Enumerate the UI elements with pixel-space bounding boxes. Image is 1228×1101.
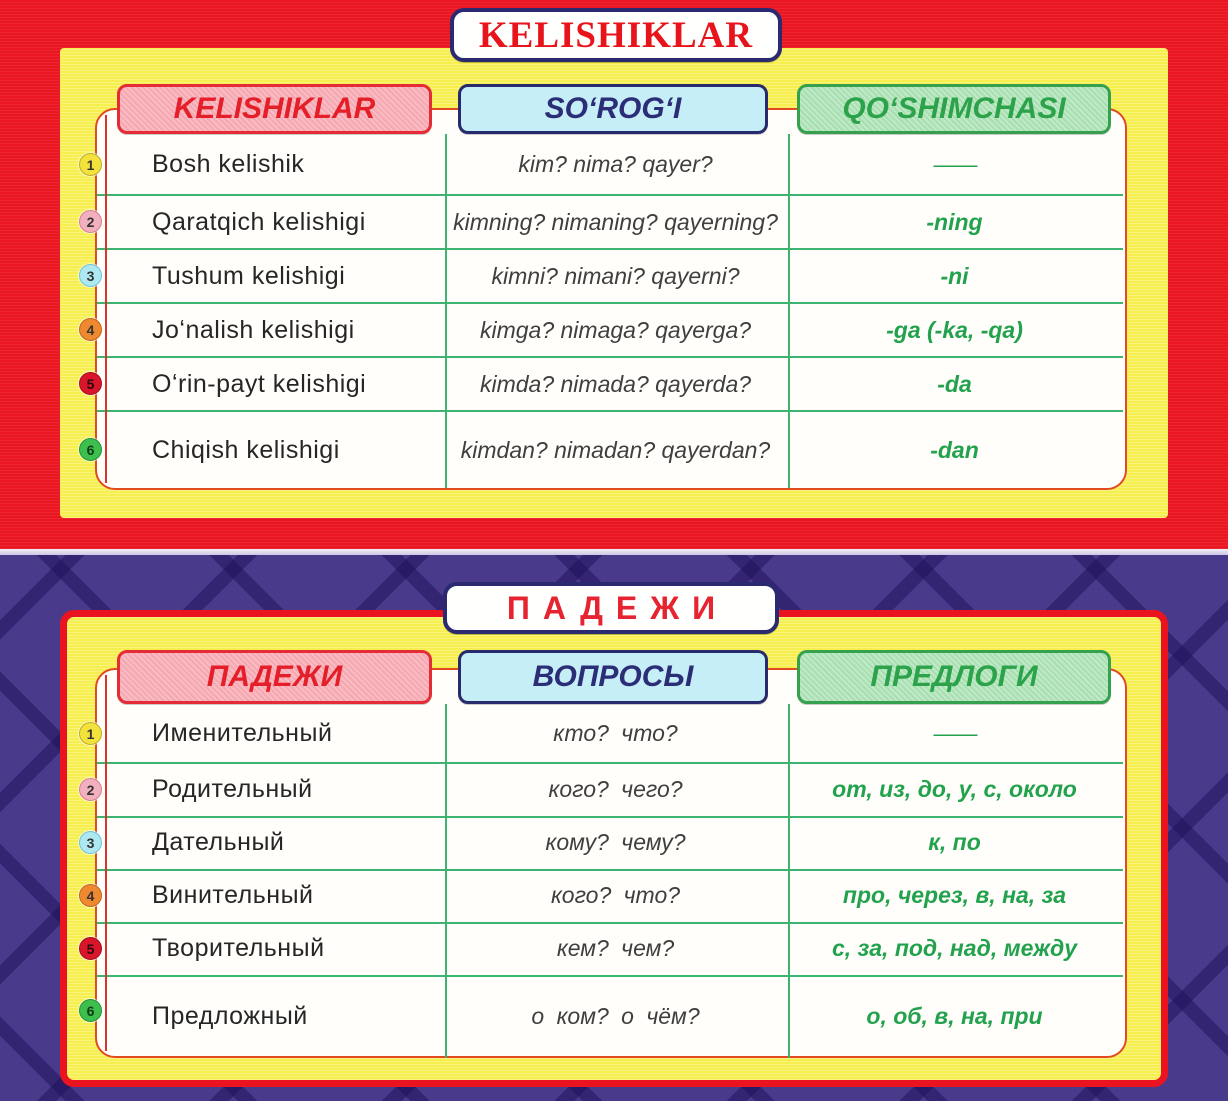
case-question: kimdan? nimadan? qayerdan? (460, 436, 771, 463)
table-row (97, 134, 1123, 194)
table-row (97, 250, 1123, 302)
case-suffix: -ga (-ka, -qa) (886, 316, 1023, 343)
row-number-badge: 1 (79, 722, 102, 745)
case-name: Именительный (152, 718, 333, 747)
row-number-badge: 5 (79, 372, 102, 395)
russian-sheet-edge-line (105, 675, 107, 1051)
case-suffix: -ning (926, 208, 983, 235)
case-name: Oʻrin-payt kelishigi (152, 369, 367, 398)
row-number-badge: 6 (79, 438, 102, 461)
uzbek-card-title-box (450, 8, 782, 62)
case-name: Qaratqich kelishigi (152, 207, 366, 236)
uzbek-card-title: KELISHIKLAR (478, 14, 754, 56)
case-name: Творительный (152, 934, 325, 962)
case-question: кого? чего? (548, 775, 683, 802)
case-prepositions: к, по (928, 829, 981, 855)
case-name: Bosh kelishik (152, 149, 305, 178)
row-number-badge: 3 (79, 831, 102, 854)
case-question: kimni? nimani? qayerni? (491, 262, 740, 289)
case-prepositions: о, об, в, на, при (866, 1003, 1043, 1029)
case-name: Joʻnalish kelishigi (152, 315, 355, 344)
case-question: о ком? о чём? (531, 1003, 700, 1029)
row-number-badge: 2 (79, 210, 102, 233)
uzbek-sheet-edge-line (105, 115, 107, 483)
russian-card-title-box (443, 582, 779, 634)
case-question: кем? чем? (556, 935, 675, 961)
table-row (97, 196, 1123, 248)
table-row (97, 922, 1123, 975)
case-question: kim? nima? qayer? (518, 150, 713, 177)
row-number-badge: 4 (79, 884, 102, 907)
row-number-badge: 2 (79, 778, 102, 801)
case-name: Родительный (152, 774, 313, 803)
russian-card-title: ПАДЕЖИ (506, 589, 729, 626)
column-header-prepositions: ПРЕДЛОГИ (797, 650, 1111, 704)
column-header-cases: ПАДЕЖИ (117, 650, 432, 704)
case-suffix: —— (933, 150, 976, 177)
case-question: kimga? nimaga? qayerga? (479, 316, 752, 343)
case-name: Дательный (152, 828, 285, 856)
row-number-badge: 3 (79, 264, 102, 287)
case-prepositions: про, через, в, на, за (842, 882, 1067, 908)
table-row (97, 412, 1123, 488)
case-name: Chiqish kelishigi (152, 435, 340, 464)
case-prepositions: от, из, до, у, с, около (832, 775, 1077, 802)
case-name: Tushum kelishigi (152, 261, 346, 290)
table-row (97, 304, 1123, 356)
table-row (97, 816, 1123, 869)
column-header-questions: ВОПРОСЫ (458, 650, 768, 704)
card-separator (0, 549, 1228, 555)
case-question: kimda? nimada? qayerda? (479, 370, 752, 397)
case-suffix: -da (937, 370, 972, 397)
row-number-badge: 6 (79, 999, 102, 1022)
row-number-badge: 4 (79, 318, 102, 341)
column-header-questions: SOʻROGʻI (458, 84, 768, 134)
case-prepositions: с, за, под, над, между (831, 935, 1078, 961)
case-question: кого? что? (550, 882, 681, 908)
case-question: кому? чему? (545, 829, 686, 855)
case-prepositions: —— (933, 719, 976, 746)
column-header-suffixes: QOʻSHIMCHASI (797, 84, 1111, 134)
table-row (97, 975, 1123, 1058)
table-row (97, 869, 1123, 922)
case-name: Винительный (152, 881, 314, 909)
table-row (97, 358, 1123, 410)
table-row (97, 704, 1123, 762)
row-number-badge: 5 (79, 937, 102, 960)
case-suffix: -dan (930, 436, 979, 463)
case-name: Предложный (152, 1002, 308, 1030)
case-suffix: -ni (940, 262, 969, 289)
table-row (97, 762, 1123, 816)
row-number-badge: 1 (79, 153, 102, 176)
case-question: kimning? nimaning? qayerning? (453, 208, 778, 235)
column-header-cases: KELISHIKLAR (117, 84, 432, 134)
case-question: кто? что? (553, 719, 678, 746)
